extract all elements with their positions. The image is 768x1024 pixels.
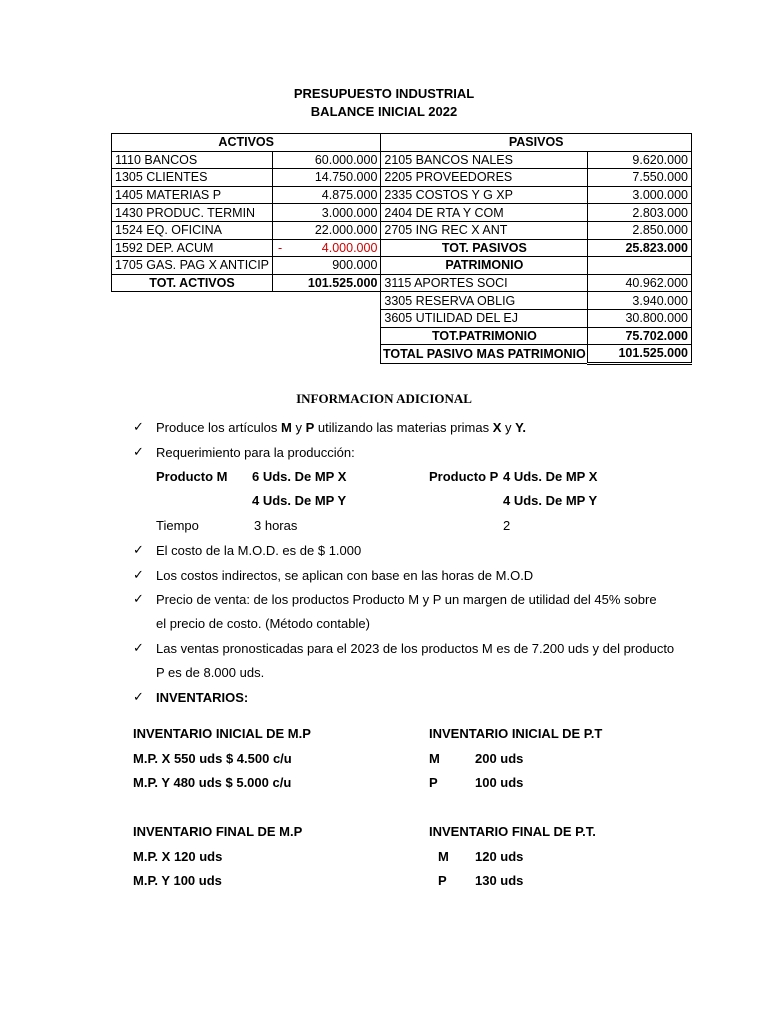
inv-final-mp-y: M.P. Y 100 uds: [133, 873, 222, 888]
dep-acum-name: 1592 DEP. ACUM: [112, 239, 273, 257]
table-row: [112, 169, 692, 187]
table-row: [112, 204, 692, 222]
inv-final-mp-title: INVENTARIO FINAL DE M.P: [133, 824, 303, 839]
bullet-ventas-1: Las ventas pronosticadas para el 2023 de los productos M es de 7.200 uds y del producto: [156, 641, 675, 656]
inv-inicial-pt-p-label: P: [429, 775, 438, 790]
producto-p-mpy: 4 Uds. De MP Y: [503, 493, 598, 508]
table-row: [112, 239, 692, 257]
check-icon: ✓: [133, 689, 144, 704]
utilidad-value: 30.800.000: [588, 309, 692, 327]
tot-patrimonio-label: TOT.PATRIMONIO: [381, 327, 588, 345]
bullet-costo-mod: El costo de la M.O.D. es de $ 1.000: [156, 543, 362, 558]
check-icon: ✓: [133, 591, 144, 606]
pasivo-name: 2205 PROVEEDORES: [381, 169, 588, 187]
pasivo-value: 2.850.000: [588, 221, 692, 239]
doc-subtitle: BALANCE INICIAL 2022: [310, 104, 458, 119]
gas-pag-value: 900.000: [273, 257, 381, 275]
bullet-precio-venta-1: Precio de venta: de los productos Producto M y P un margen de utilidad del 45% sobre: [156, 592, 657, 607]
dep-acum-amount: 4.000.000: [321, 240, 378, 255]
activo-name: 1430 PRODUC. TERMIN: [112, 204, 273, 222]
table-row: [112, 257, 692, 275]
empty-cell: [588, 257, 692, 275]
producto-p-label: Producto P: [429, 469, 499, 484]
inv-inicial-mp-title: INVENTARIO INICIAL DE M.P: [133, 726, 311, 741]
inv-final-pt-p-label: P: [438, 873, 447, 888]
inv-inicial-mp-x: M.P. X 550 uds $ 4.500 c/u: [133, 751, 292, 766]
bullet-requerimiento: Requerimiento para la producción:: [156, 445, 355, 460]
pasivo-name: 2335 COSTOS Y G XP: [381, 186, 588, 204]
tot-pasivos-label: TOT. PASIVOS: [381, 239, 588, 257]
info-title: INFORMACION ADICIONAL: [296, 391, 472, 406]
check-icon: ✓: [133, 567, 144, 582]
bullet-productos: Produce los artículos M y P utilizando las materias primas X y Y.: [156, 420, 526, 435]
bullet-ventas-2: P es de 8.000 uds.: [156, 665, 265, 680]
pasivo-name: 2705 ING REC X ANT: [381, 221, 588, 239]
producto-m-mpy: 4 Uds. De MP Y: [252, 493, 347, 508]
inv-inicial-mp-y: M.P. Y 480 uds $ 5.000 c/u: [133, 775, 292, 790]
tot-activos-label: TOT. ACTIVOS: [112, 274, 273, 292]
table-row: [112, 151, 692, 169]
total-pasivo-patrimonio-value: 101.525.000: [588, 345, 692, 364]
activo-name: 1110 BANCOS: [112, 151, 273, 169]
inv-final-mp-x: M.P. X 120 uds: [133, 849, 223, 864]
tot-activos-value: 101.525.000: [273, 274, 381, 292]
pasivo-name: 2404 DE RTA Y COM: [381, 204, 588, 222]
activos-header: ACTIVOS: [112, 134, 381, 152]
inv-inicial-pt-p-value: 100 uds: [475, 775, 524, 790]
check-icon: ✓: [133, 640, 144, 655]
inv-final-pt-m-value: 120 uds: [475, 849, 524, 864]
table-row: [112, 292, 692, 310]
activo-name: 1524 EQ. OFICINA: [112, 221, 273, 239]
table-header-row: [112, 134, 692, 152]
pasivo-value: 7.550.000: [588, 169, 692, 187]
inv-final-pt-m-label: M: [438, 849, 449, 864]
table-row: [112, 221, 692, 239]
table-row: [112, 274, 692, 292]
dep-acum-value: [273, 239, 381, 257]
gas-pag-name: 1705 GAS. PAG X ANTICIP: [112, 257, 273, 275]
check-icon: ✓: [133, 542, 144, 557]
table-row: [112, 327, 692, 345]
patrimonio-header: PATRIMONIO: [381, 257, 588, 275]
aportes-name: 3115 APORTES SOCI: [381, 274, 588, 292]
table-row: [112, 186, 692, 204]
total-pasivo-patrimonio-label: TOTAL PASIVO MAS PATRIMONIO: [381, 345, 588, 364]
bullet-precio-venta-2: el precio de costo. (Método contable): [156, 616, 370, 631]
check-icon: ✓: [133, 444, 144, 459]
doc-title: PRESUPUESTO INDUSTRIAL: [293, 86, 475, 101]
table-row: [112, 345, 692, 364]
inv-final-pt-title: INVENTARIO FINAL DE P.T.: [429, 824, 596, 839]
producto-m-label: Producto M: [156, 469, 228, 484]
tiempo-p-value: 2: [503, 518, 511, 533]
dep-acum-sign: -: [278, 240, 283, 255]
inv-inicial-pt-m-value: 200 uds: [475, 751, 524, 766]
activo-name: 1405 MATERIAS P: [112, 186, 273, 204]
inv-inicial-pt-title: INVENTARIO INICIAL DE P.T: [429, 726, 603, 741]
aportes-value: 40.962.000: [588, 274, 692, 292]
check-icon: ✓: [133, 419, 144, 434]
reserva-value: 3.940.000: [588, 292, 692, 310]
activo-value: 3.000.000: [273, 204, 381, 222]
reserva-name: 3305 RESERVA OBLIG: [381, 292, 588, 310]
pasivo-value: 3.000.000: [588, 186, 692, 204]
pasivos-header: PASIVOS: [381, 134, 692, 152]
tot-patrimonio-value: 75.702.000: [588, 327, 692, 345]
producto-m-mpx: 6 Uds. De MP X: [252, 469, 347, 484]
tot-pasivos-value: 25.823.000: [588, 239, 692, 257]
activo-value: 60.000.000: [273, 151, 381, 169]
activo-value: 22.000.000: [273, 221, 381, 239]
activo-name: 1305 CLIENTES: [112, 169, 273, 187]
utilidad-name: 3605 UTILIDAD DEL EJ: [381, 309, 588, 327]
producto-p-mpx: 4 Uds. De MP X: [503, 469, 598, 484]
bullet-inventarios: INVENTARIOS:: [156, 690, 249, 705]
tiempo-m-value: 3 horas: [254, 518, 298, 533]
balance-table: [111, 133, 692, 365]
pasivo-value: 9.620.000: [588, 151, 692, 169]
pasivo-value: 2.803.000: [588, 204, 692, 222]
inv-inicial-pt-m-label: M: [429, 751, 440, 766]
activo-value: 4.875.000: [273, 186, 381, 204]
tiempo-label: Tiempo: [156, 518, 199, 533]
table-row: [112, 309, 692, 327]
inv-final-pt-p-value: 130 uds: [475, 873, 524, 888]
activo-value: 14.750.000: [273, 169, 381, 187]
pasivo-name: 2105 BANCOS NALES: [381, 151, 588, 169]
bullet-costos-indirectos: Los costos indirectos, se aplican con base en las horas de M.O.D: [156, 568, 534, 583]
